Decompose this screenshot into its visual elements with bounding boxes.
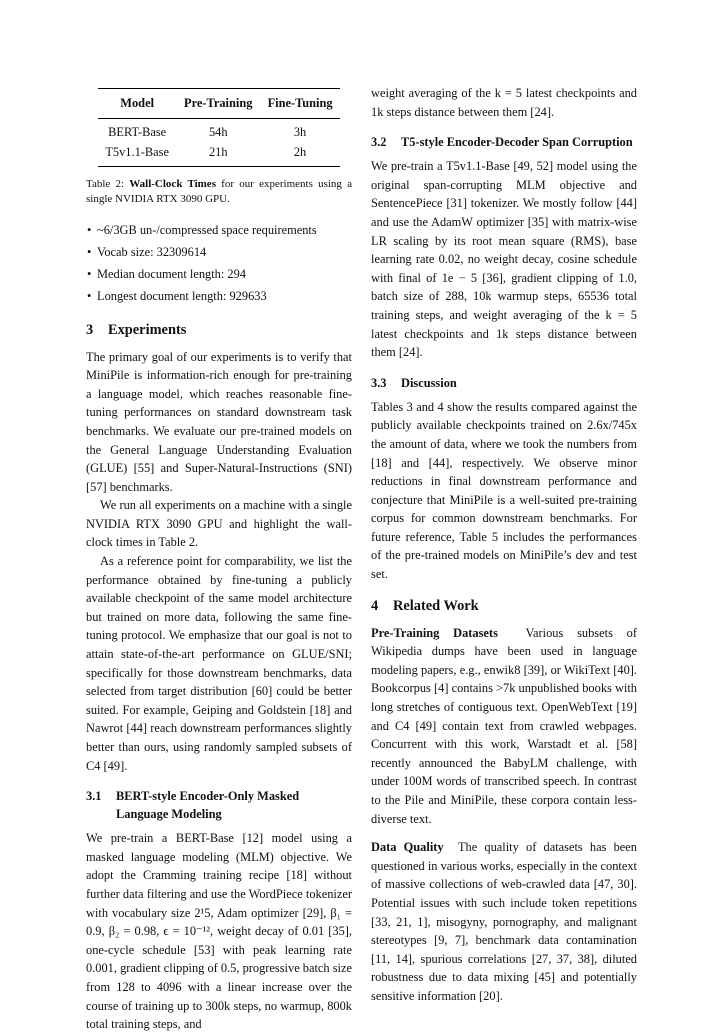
subsection-heading: 3.3 Discussion (371, 375, 457, 390)
list-item: • ~6/3GB un-/compressed space requirements (87, 222, 317, 237)
paragraph (371, 624, 637, 829)
table-header-cell: Model (120, 96, 155, 110)
paragraph (371, 838, 637, 1005)
table-row (98, 118, 340, 142)
table-cell: 3h (293, 124, 307, 139)
wall-clock-table (98, 88, 340, 167)
paragraph-text: Various subsets of Wikipedia dumps have been used in language modeling papers, e.g., enwik8 [39], or WikiText [40]. Bookcorpus [4] contains >7k unpublished books with long stretches of contiguous text. OpenWebText [19] and C4 [49] contain text from crawled webpages. Concurrent with this work, Warstadt et al. [58] recently announced the BabyLM challenge, with under 100M words of transcribed speech. In contrast to the Pile and MiniPile, these corpora contain less-diverse text. (371, 625, 637, 826)
table-cell: T5v1.1-Base (105, 145, 169, 160)
table-header-row (98, 89, 340, 119)
paragraph: We pre-train a T5v1.1-Base [49, 52] model using the original span-corrupting MLM objective and SentencePiece [31] tokenizer. We mostly follow [44] and use the AdamW optimizer [35] with matrix-wise LR scaling by its root mean square (RMS), base learning rate 0.02, no weight decay, cosine schedule with final of 1e − 5 [36], gradient clipping of 1.0, batch size of 288, 10k warmup steps, 65536 total training steps, and weight averaging of the k = 5 latest checkpoints and 1k steps distance between them [24]. (371, 159, 637, 360)
list-item: • Vocab size: 32309614 (87, 244, 207, 259)
subsection-heading: 3.1 BERT-style Encoder-Only Masked Language Modeling (86, 789, 300, 822)
paragraph: Tables 3 and 4 show the results compared against the publicly available checkpoints trained on 2.6x/745x the amount of data, where we took the numbers from [18] and [44], respectively. We observe minor reductions in final downstream performance and conjecture that MiniPile is a well-suited pre-training corpus for common downstream benchmarks. For future reference, Table 5 includes the performances of the pre-trained models on MiniPile’s dev and test set. (371, 399, 637, 582)
caption-text: for our experiments using a single NVIDIA RTX 3090 GPU. (86, 177, 353, 205)
right-column (371, 84, 637, 1006)
left-column (86, 84, 352, 1034)
table-cell: 21h (208, 145, 228, 160)
paragraph: As a reference point for comparability, we list the performance obtained by fine-tuning a publicly available checkpoint of the same model architecture but trained on more data, following the same fine-tuning protocol. We emphasize that our goal is not to attain state-of-the-art performance on GLUE/SNI; specifically for those downstream benchmarks, data selected from target distribution [60] could be better suited. For example, Geiping and Goldstein [18] and Nawrot [44] reach downstream performances slightly better than ours, using randomly sampled subsets of C4 [49]. (86, 554, 352, 773)
table-header-cell: Fine-Tuning (267, 96, 333, 110)
paragraph: We pre-train a BERT-Base [12] model using a masked language modeling (MLM) objective. We adopt the Cramming training recipe [18] without further data filtering and use the WordPiece tokenizer with vocabulary size 2¹5, Adam optimizer [29], β₁ = 0.9, β₂ = 0.98, ϵ = 10⁻¹², weight decay of 0.01 [35], one-cycle schedule [53] with peak learning rate 0.001, gradient clipping of 0.5, progressive batch size from 128 to 4096 with a linear increase over the course of training up to 300k steps, no warmup, 800k total training steps, and (86, 831, 352, 1032)
subsection-heading: 3.2 T5-style Encoder-Decoder Span Corruption (371, 135, 633, 150)
section-heading: 4 Related Work (371, 597, 479, 614)
paragraph: weight averaging of the k = 5 latest checkpoints and 1k steps distance between them [24]. (371, 86, 637, 119)
paragraph: We run all experiments on a machine with a single NVIDIA RTX 3090 GPU and highlight the wall-clock times in Table 2. (86, 498, 352, 550)
paragraph: The primary goal of our experiments is to verify that MiniPile is information-rich enough for pre-training a language model, which reaches reasonable fine-tuning performances on standard downstream task benchmarks. We evaluate our pre-trained models on the General Language Understanding Evaluation (GLUE) [55] and Super-Natural-Instructions (SNI) [57] benchmarks. (86, 349, 352, 494)
caption-label: Table 2: (86, 177, 125, 190)
table-caption (86, 177, 352, 207)
caption-bold: Wall-Clock Times (129, 177, 216, 190)
table-header-cell: Pre-Training (184, 96, 253, 110)
table-cell: 54h (208, 124, 228, 139)
stats-list (86, 221, 352, 306)
section-heading: 3 Experiments (86, 321, 187, 338)
run-in-heading: Data Quality (371, 840, 444, 855)
table-cell: BERT-Base (108, 124, 167, 139)
table-row (98, 142, 340, 166)
run-in-heading: Pre-Training Datasets (371, 625, 498, 640)
paragraph-text: The quality of datasets has been questioned in various works, especially in the context of massive collections of web-crawled data [47, 30]. Potential issues with such include token repetitions [33, 21, 1], misogyny, pornography, and malignant stereotypes [9, 7], benchmark data contamination [11, 14], spurious correlations [27, 37, 38], diluted robustness due to data mixing [45] and potentially sensitive information [20]. (371, 840, 637, 1003)
list-item: • Median document length: 294 (87, 267, 247, 282)
list-item: • Longest document length: 929633 (87, 289, 267, 304)
table-cell: 2h (293, 145, 307, 160)
